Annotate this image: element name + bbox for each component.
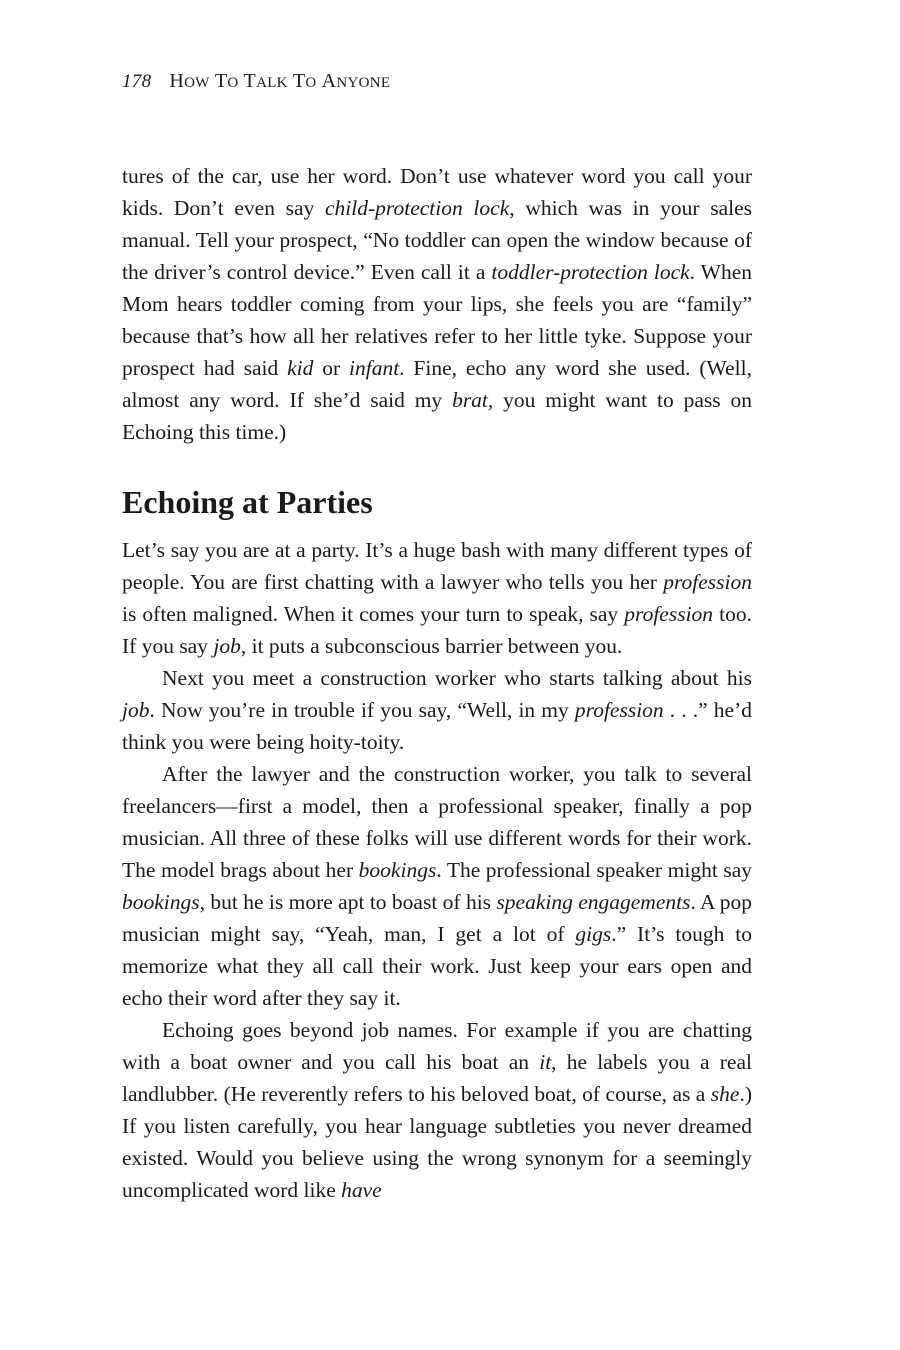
running-head [122,70,390,93]
paragraph: Next you meet a construction worker who starts talking about his job. Now you’re in trouble if you say, “Well, in my profession . . .” he’d think you were being hoity-toity. [122,666,753,754]
paragraph: Let’s say you are at a party. It’s a huge bash with many different types of people. You are first chatting with a lawyer who tells you her profession is often maligned. When it comes your turn to speak, say profession too. If you say job, it puts a subconscious barrier between you. [122,538,752,658]
book-title-text: HOW TO TALK TO ANYONE [169,70,391,92]
paragraph: Echoing goes beyond job names. For example if you are chatting with a boat owner and you call his boat an it, he labels you a real landlubber. (He reverently refers to his beloved boat, of course, as a she.) If you listen carefully, you hear language subtleties you never dreamed existed. Would you believe using the wrong synonym for a seemingly uncomplicated word like have [122,1018,752,1202]
book-title [169,71,390,92]
page-number: 178 [122,71,152,92]
paragraph-continued: tures of the car, use her word. Don’t use whatever word you call your kids. Don’t even say child-protection lock, which was in your sales manual. Tell your prospect, “No toddler can open the window because of the driver’s control device.” Even call it a toddler-protection lock. When Mom hears toddler coming from your lips, she feels you are “family” because that’s how all her relatives refer to her little tyke. Suppose your prospect had said kid or infant. Fine, echo any word she used. (Well, almost any word. If she’d said my brat, you might want to pass on Echoing this time.) [122,164,752,444]
body-text [122,160,752,1206]
section-heading: Echoing at Parties [122,484,373,520]
paragraph: After the lawyer and the construction worker, you talk to several freelancers—first a model, then a professional speaker, finally a pop musician. All three of these folks will use different words for their work. The model brags about her bookings. The professional speaker might say bookings, but he is more apt to boast of his speaking engagements. A pop musician might say, “Yeah, man, I get a lot of gigs.” It’s tough to memorize what they all call their work. Just keep your ears open and echo their word after they say it. [122,762,753,1010]
